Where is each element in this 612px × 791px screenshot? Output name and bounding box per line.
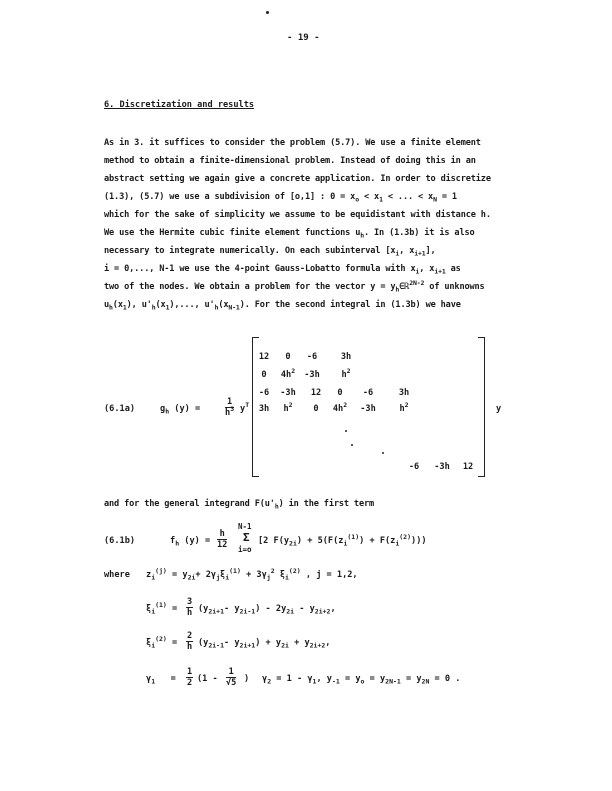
- matrix-cell: 0: [285, 352, 291, 362]
- matrix-cell: 0: [261, 370, 267, 380]
- gamma1-paren: (1 -: [197, 674, 218, 684]
- matrix-cell: -3h: [434, 462, 450, 472]
- paragraph-line-10: $u_h(x_1)$, $u'_h(x_1)$,..., $u'_h(x_{N-1})$. For the second integral in (1.3b) we have: [104, 300, 461, 312]
- paragraph-line-6: We use the Hermite cubic finite element functions $u_h$. In (1.3b) it is also: [104, 228, 475, 240]
- xi2-body: ($y_{2i-1}-$ $y_{2i+1}) + y_{2i} + y_{2i+2}$,: [198, 638, 331, 650]
- matrix-cell: -3h: [280, 388, 296, 398]
- matrix-cell: 3h: [398, 388, 410, 398]
- sum-symbol: Σ: [243, 531, 250, 544]
- paragraph-line-2: method to obtain a finite-dimensional problem. Instead of doing this in an: [104, 156, 476, 166]
- matrix-cell: $h^2$: [341, 367, 351, 380]
- xi2-fraction: $\frac{2}{h}$: [187, 631, 193, 652]
- equation-label-6-1a: (6.1a): [104, 404, 136, 414]
- xi1-lhs: $\xi_i^{(1)}$ =: [146, 601, 178, 616]
- page-mark-dot: [266, 11, 269, 14]
- paragraph-line-5: which for the sake of simplicity we assume to be equidistant with distance h.: [104, 210, 491, 220]
- xi1-fraction: $\frac{3}{h}$: [187, 597, 193, 618]
- gamma1-inner-fraction: $\frac{1}{√5}$: [226, 667, 237, 688]
- gamma1-half-fraction: $\frac{1}{2}$: [187, 667, 193, 688]
- matrix-cell: $4h^2$: [332, 401, 348, 414]
- matrix-right-bracket: [478, 337, 485, 477]
- matrix-cell: -6: [258, 388, 270, 398]
- matrix-ellipsis-dot: [382, 452, 384, 454]
- paragraph-line-9: two of the nodes. We obtain a problem for the vector $y = y_h\in ℝ^{2N-2}$ of unknowns: [104, 279, 485, 294]
- z-definition: $z_i^{(j)} = y_{2i}+ 2\gamma_j\xi_i^{(1)} + 3\gamma_j^2$ $\xi_i^{(2)}$ , j = 1,2,: [146, 567, 358, 582]
- paragraph-line-8: i = 0,..., N-1 we use the 4-point Gauss-Lobatto formula with $x_i$, $x_{i+1}$ as: [104, 264, 461, 276]
- eq61b-fraction: $\frac{h}{12}$: [217, 529, 228, 550]
- paragraph-line-1: As in 3. it suffices to consider the problem (5.7). We use a finite element: [104, 138, 481, 148]
- matrix-cell: 12: [462, 462, 474, 472]
- equation-label-6-1b: (6.1b): [104, 536, 136, 546]
- paragraph-line-3: abstract setting we again give a concrete application. In order to discretize: [104, 174, 491, 184]
- eq61a-lhs: $g_h$ (y) =: [160, 404, 201, 416]
- sum-upper-limit: N-1: [238, 522, 252, 531]
- matrix-cell: 3h: [258, 404, 270, 414]
- matrix-cell: 0: [313, 404, 319, 414]
- matrix-cell: -6: [306, 352, 318, 362]
- matrix-cell: $h^2$: [399, 401, 409, 414]
- sum-lower-limit: i=o: [238, 545, 252, 554]
- page-number: - 19 -: [287, 33, 320, 43]
- eq61b-body: [2 $F(y_{2i}) + 5(F(z_i^{(1)}) + F(z_i^{(2)}))$): [258, 533, 427, 548]
- eq61a-fraction: $\frac{1}{h^3}$: [225, 397, 235, 418]
- section-heading: 6. Discretization and results: [104, 100, 255, 110]
- matrix-ellipsis-dot: [345, 430, 347, 432]
- matrix-cell: 12: [258, 352, 270, 362]
- xi2-lhs: $\xi_i^{(2)}$ =: [146, 635, 178, 650]
- paragraph-line-4: (1.3), (5.7) we use a subdivision of [o,1] : $0 = x_o < x_1$ < ... < $x_N = 1$: [104, 192, 457, 204]
- gamma1-lhs: $\gamma_1$ =: [146, 674, 176, 686]
- xi1-body: ($y_{2i+1}-$ $y_{2i-1}) - 2y_{2i} - y_{2i+2}$,: [198, 604, 336, 616]
- gamma1-close: ): [244, 674, 250, 684]
- matrix-cell: 0: [337, 388, 343, 398]
- matrix-cell: -3h: [304, 370, 320, 380]
- text-general-integrand: and for the general integrand $F(u'_h)$ in the first term: [104, 499, 375, 511]
- matrix-cell: -6: [362, 388, 374, 398]
- eq61b-lhs: $f_h$ (y) =: [170, 536, 211, 548]
- eq61a-rhs-y: y: [496, 404, 502, 414]
- matrix-cell: $4h^2$: [280, 367, 296, 380]
- matrix-cell: 12: [310, 388, 322, 398]
- gamma2-and-boundary: $\gamma_2 = 1 - \gamma_1$, $y_{-1} = y_o = y_{2N-1} = y_{2N} = 0$ .: [262, 674, 461, 686]
- matrix-cell: -3h: [360, 404, 376, 414]
- paragraph-line-7: necessary to integrate numerically. On each subinterval [$x_i$, $x_{i+1}$],: [104, 246, 436, 258]
- matrix-cell: 3h: [340, 352, 352, 362]
- matrix-cell: -6: [408, 462, 420, 472]
- where-label: where: [104, 570, 130, 580]
- matrix-ellipsis-dot: [351, 444, 353, 446]
- matrix-cell: $h^2$: [283, 401, 293, 414]
- eq61a-y-transpose: $y^T$: [240, 401, 250, 414]
